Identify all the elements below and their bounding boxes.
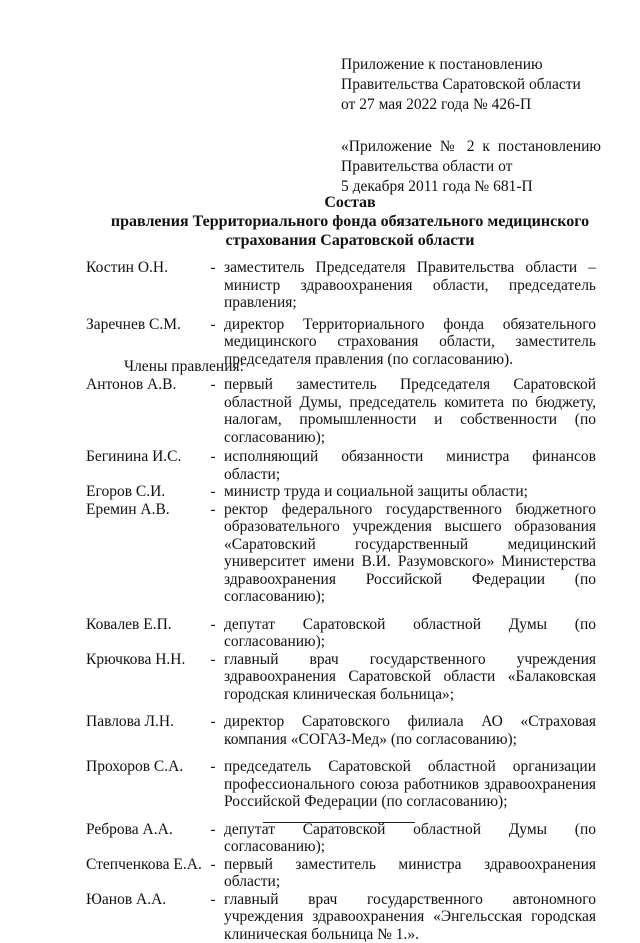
member-row (86, 616, 596, 651)
members-list (86, 376, 596, 943)
dash-separator: - (208, 821, 218, 839)
person-role: председатель Саратовской областной организации профессионального союза работников здравоохранения Российской Федерации (по согласованию); (224, 758, 596, 811)
member-row (86, 651, 596, 704)
dash-separator: - (208, 713, 218, 731)
dash-separator: - (208, 316, 218, 334)
member-row (86, 376, 596, 446)
appendix-line-1: Приложение к постановлению (341, 55, 601, 75)
person-name: Реброва А.А. (86, 821, 206, 839)
person-name: Бегинина И.С. (86, 448, 206, 466)
person-name: Крючкова Н.Н. (86, 651, 206, 669)
leadership-row (86, 259, 596, 312)
person-role: директор Саратовского филиала АО «Страховая компания «СОГАЗ-Мед» (по согласованию); (224, 713, 596, 748)
person-name: Еремин А.В. (86, 501, 206, 519)
person-role: исполняющий обязанности министра финансов области; (224, 448, 596, 483)
closing-rule (263, 822, 415, 823)
dash-separator: - (208, 651, 218, 669)
dash-separator: - (208, 856, 218, 874)
person-role: главный врач государственного учреждения здравоохранения Саратовской области «Балаковская городская клиническая больница»; (224, 651, 596, 704)
appendix-line-6: 5 декабря 2011 года № 681-П (341, 177, 601, 197)
member-row (86, 483, 596, 501)
dash-separator: - (208, 616, 218, 634)
dash-separator: - (208, 891, 218, 909)
person-name: Павлова Л.Н. (86, 713, 206, 731)
member-row (86, 891, 596, 943)
person-role: первый заместитель Председателя Саратовской областной Думы, председатель комитета по бюджету, налогам, промышленности и собственности (по согласованию); (224, 376, 596, 446)
members-heading: Члены правления: (124, 358, 244, 376)
person-role: главный врач государственного автономного учреждения здравоохранения «Энгельсская городская клиническая больница № 1.». (224, 891, 596, 943)
dash-separator: - (208, 376, 218, 394)
appendix-line-2: Правительства Саратовской области (341, 75, 601, 95)
person-role: министр труда и социальной защиты области; (224, 483, 596, 501)
person-role: первый заместитель министра здравоохранения области; (224, 856, 596, 891)
member-row (86, 758, 596, 811)
member-row (86, 501, 596, 606)
person-name: Костин О.Н. (86, 259, 206, 277)
leadership-list (86, 259, 596, 368)
member-row (86, 821, 596, 856)
appendix-line-3: от 27 мая 2022 года № 426-П (341, 95, 601, 115)
appendix-header (341, 55, 601, 197)
person-role: депутат Саратовской областной Думы (по согласованию); (224, 821, 596, 856)
person-name: Антонов А.В. (86, 376, 206, 394)
appendix-line-5: Правительства области от (341, 157, 601, 177)
person-name: Егоров С.И. (86, 483, 206, 501)
person-name: Степченкова Е.А. (86, 856, 206, 874)
title-line-1: Состав (100, 193, 600, 212)
person-name: Прохоров С.А. (86, 758, 206, 776)
person-role: заместитель Председателя Правительства области – министр здравоохранения области, председатель правления; (224, 259, 596, 312)
dash-separator: - (208, 483, 218, 501)
dash-separator: - (208, 259, 218, 277)
title-line-2: правления Территориального фонда обязательного медицинского (100, 212, 600, 231)
person-role: ректор федерального государственного бюджетного образовательного учреждения высшего образования «Саратовский государственный медицинский университет имени В.И. Разумовского» Министерства здравоохранения Российской Федерации (по согласованию); (224, 501, 596, 606)
member-row (86, 448, 596, 483)
person-role: депутат Саратовской областной Думы (по согласованию); (224, 616, 596, 651)
person-role: директор Территориального фонда обязательного медицинского страхования области, заместитель председателя правления (по согласованию). (224, 316, 596, 369)
member-row (86, 713, 596, 748)
dash-separator: - (208, 758, 218, 776)
title-line-3: страхования Саратовской области (100, 231, 600, 250)
person-name: Ковалев Е.П. (86, 616, 206, 634)
member-row (86, 856, 596, 891)
dash-separator: - (208, 448, 218, 466)
document-title (100, 193, 600, 250)
person-name: Заречнев С.М. (86, 316, 206, 334)
dash-separator: - (208, 501, 218, 519)
appendix-line-4: «Приложение № 2 к постановлению (341, 137, 601, 157)
person-name: Юанов А.А. (86, 891, 206, 909)
